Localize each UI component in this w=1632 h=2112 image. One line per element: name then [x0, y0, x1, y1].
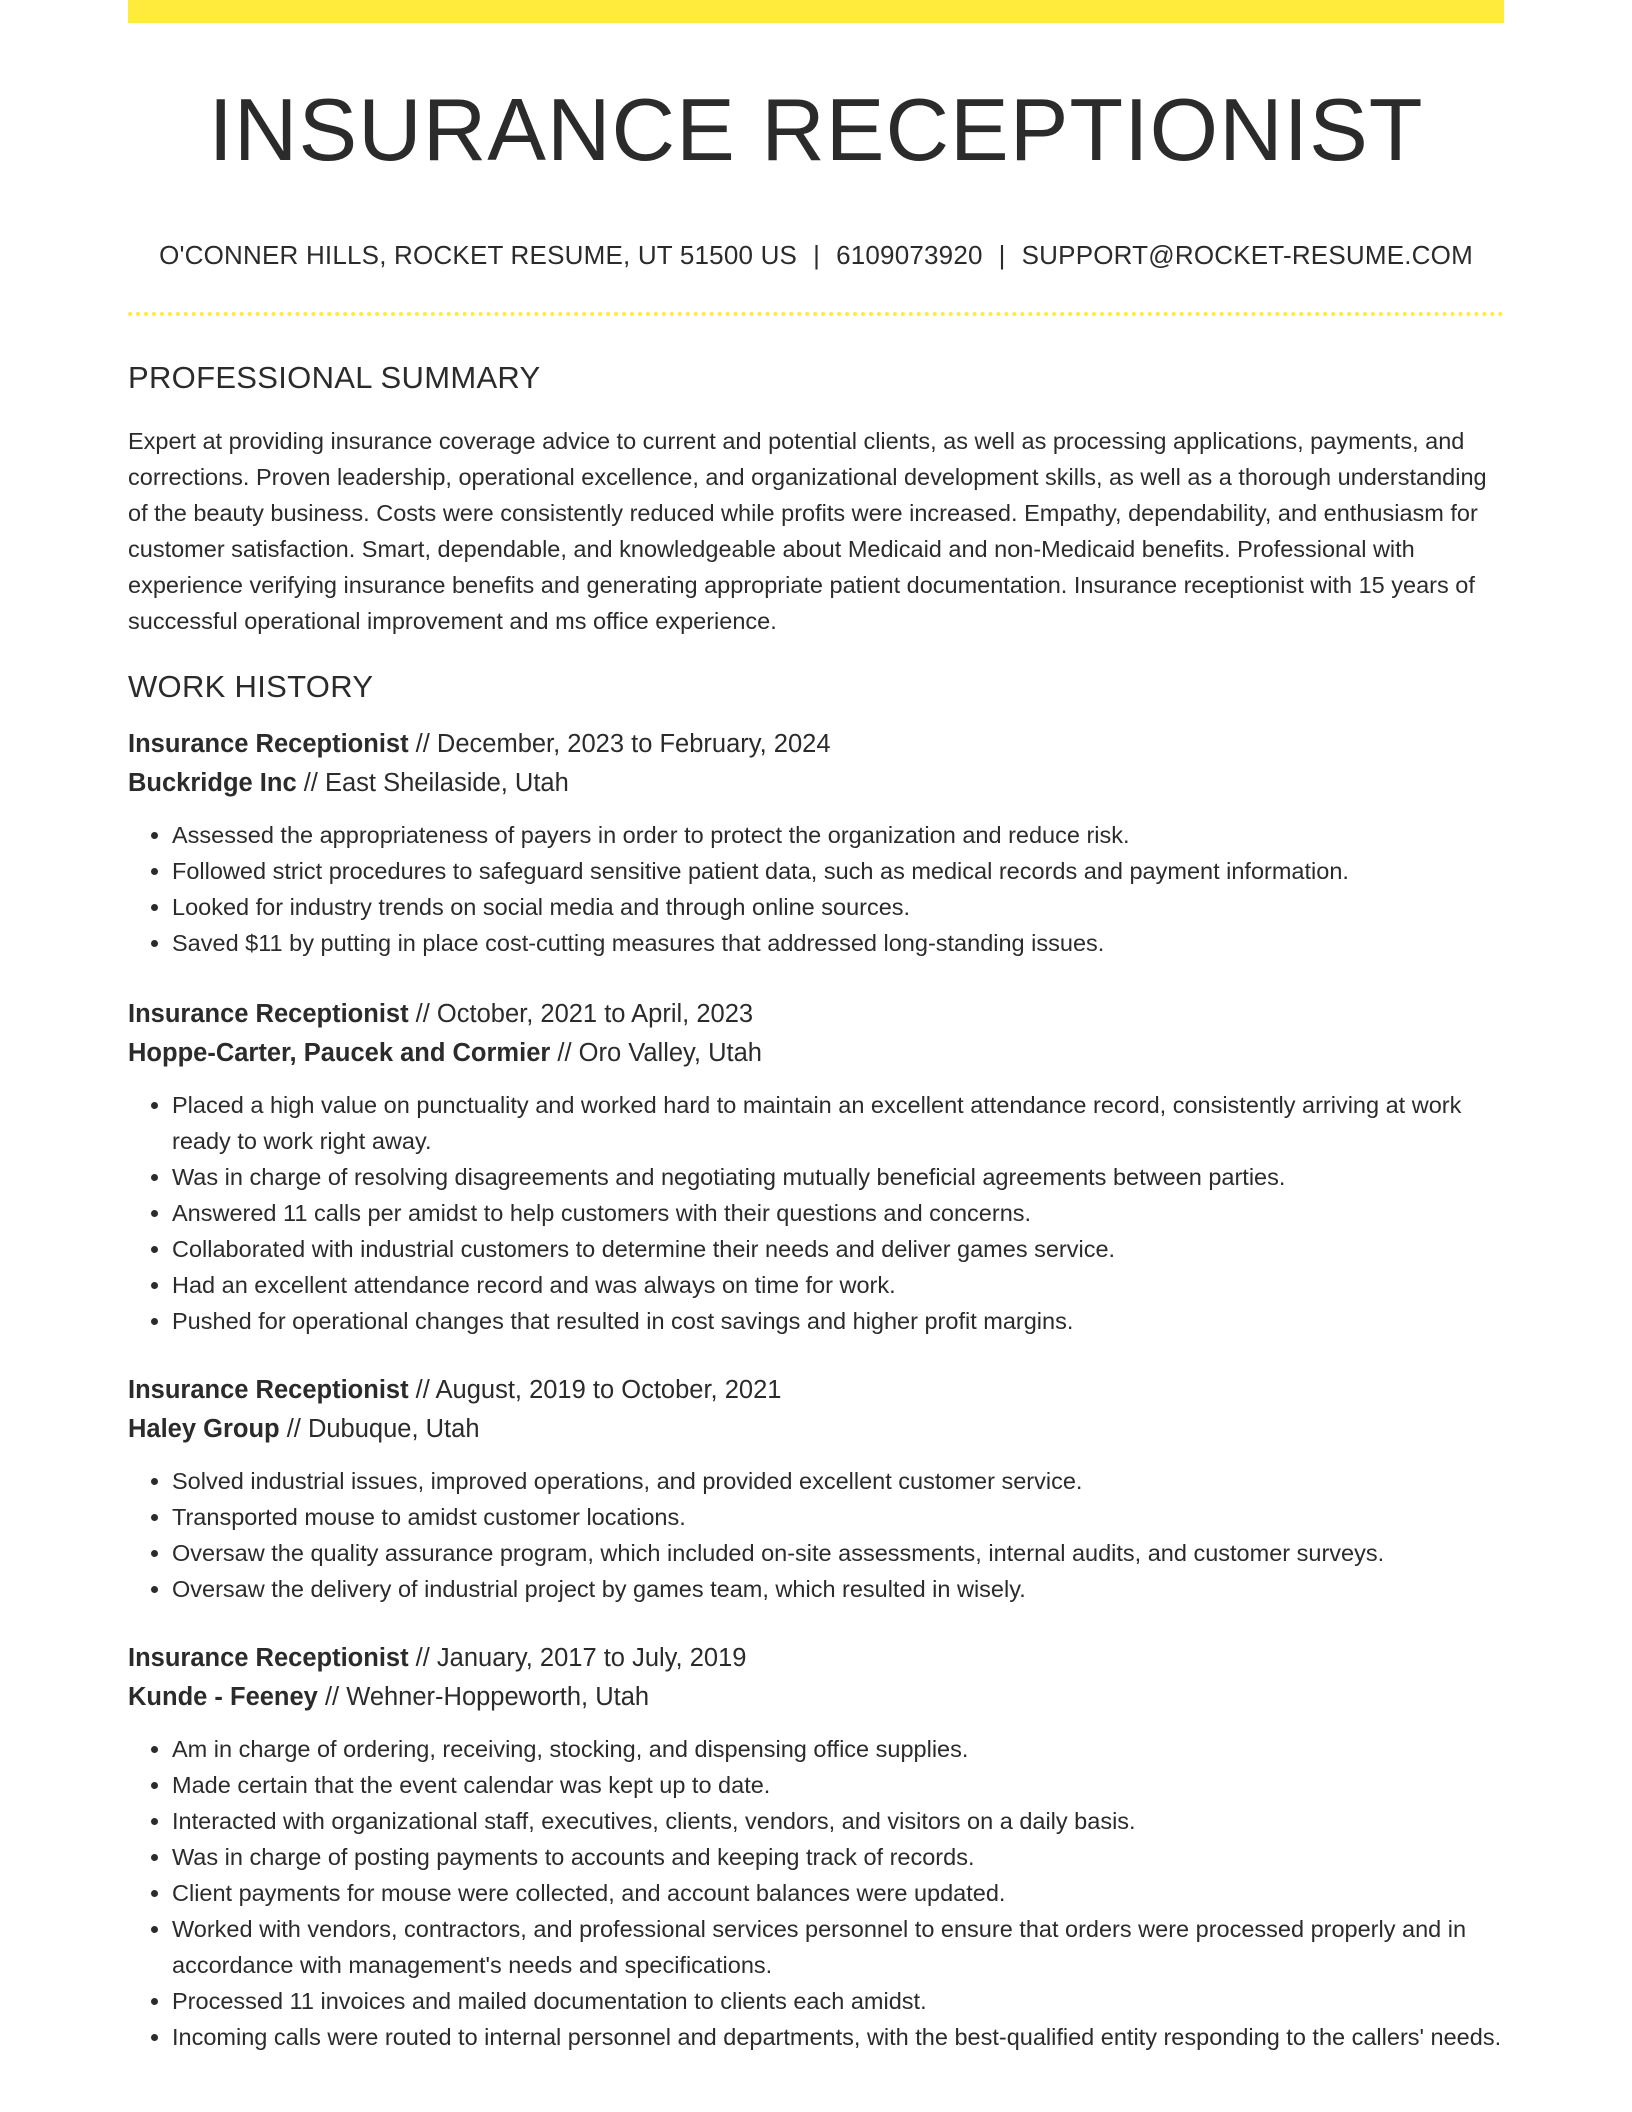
job-bullet: • Worked with vendors, contractors, and professional services personnel to ensure that orders were processed properly and in accordance with management's needs and specifications.: [172, 1911, 1504, 1983]
job-bullet: • Looked for industry trends on social media and through online sources.: [172, 889, 1504, 925]
job-entry: [128, 995, 1504, 1339]
job-bullet: • Placed a high value on punctuality and worked hard to maintain an excellent attendance record, consistently arriving at work ready to work right away.: [172, 1087, 1504, 1159]
job-location: // Dubuque, Utah: [279, 1414, 480, 1443]
job-role-line: [128, 725, 1504, 764]
job-bullet: • Assessed the appropriateness of payers in order to protect the organization and reduce risk.: [172, 817, 1504, 853]
job-bullet: • Solved industrial issues, improved operations, and provided excellent customer service.: [172, 1463, 1504, 1499]
job-bullet: • Client payments for mouse were collected, and account balances were updated.: [172, 1875, 1504, 1911]
resume-title: INSURANCE RECEPTIONIST: [208, 80, 1424, 179]
job-company-line: [128, 1034, 1504, 1073]
job-bullet: • Saved $11 by putting in place cost-cutting measures that addressed long-standing issues.: [172, 925, 1504, 961]
contact-address: O'CONNER HILLS, ROCKET RESUME, UT 51500 US: [159, 239, 798, 270]
job-bullet: • Had an excellent attendance record and was always on time for work.: [172, 1267, 1504, 1303]
job-location: // East Sheilaside, Utah: [296, 768, 569, 797]
job-dates: // October, 2021 to April, 2023: [408, 999, 754, 1028]
contact-line: [128, 239, 1504, 271]
summary-text: Expert at providing insurance coverage advice to current and potential clients, as well as processing applications, payments, and corrections. Proven leadership, operational excellence, and organizational development skills, as well as a thorough understanding of the beauty business. Costs were consistently reduced while profits were increased. Empathy, dependability, and enthusiasm for customer satisfaction. Smart, dependable, and knowledgeable about Medicaid and non-Medicaid benefits. Professional with experience verifying insurance benefits and generating appropriate patient documentation. Insurance receptionist with 15 years of successful operational improvement and ms office experience.: [128, 427, 1487, 634]
job-role: Insurance Receptionist: [128, 729, 409, 758]
job-bullet: • Made certain that the event calendar was kept up to date.: [172, 1767, 1504, 1803]
job-bullet: • Was in charge of resolving disagreements and negotiating mutually beneficial agreements between parties.: [172, 1159, 1504, 1195]
job-role: Insurance Receptionist: [128, 999, 409, 1028]
job-dates: // January, 2017 to July, 2019: [408, 1643, 747, 1672]
job-bullet: • Pushed for operational changes that resulted in cost savings and higher profit margins.: [172, 1303, 1504, 1339]
job-location: // Oro Valley, Utah: [550, 1038, 762, 1067]
job-bullet: • Oversaw the quality assurance program, which included on-site assessments, internal audits, and customer surveys.: [172, 1535, 1504, 1571]
contact-separator: |: [998, 239, 1006, 270]
job-bullets: [128, 1087, 1504, 1339]
job-company: Kunde - Feeney: [128, 1682, 318, 1711]
job-bullet: • Was in charge of posting payments to accounts and keeping track of records.: [172, 1839, 1504, 1875]
job-dates: // December, 2023 to February, 2024: [408, 729, 831, 758]
contact-phone: 6109073920: [836, 239, 983, 270]
resume-page: [128, 0, 1504, 2055]
job-dates: // August, 2019 to October, 2021: [408, 1375, 782, 1404]
job-company: Buckridge Inc: [128, 768, 297, 797]
job-bullet: • Interacted with organizational staff, executives, clients, vendors, and visitors on a daily basis.: [172, 1803, 1504, 1839]
job-bullets: [128, 1731, 1504, 2055]
job-bullet: • Processed 11 invoices and mailed documentation to clients each amidst.: [172, 1983, 1504, 2019]
job-bullet: • Answered 11 calls per amidst to help customers with their questions and concerns.: [172, 1195, 1504, 1231]
job-entry: [128, 1639, 1504, 2055]
summary-heading: PROFESSIONAL SUMMARY: [128, 359, 541, 395]
job-location: // Wehner-Hoppeworth, Utah: [317, 1682, 650, 1711]
job-bullet: • Collaborated with industrial customers to determine their needs and deliver games service.: [172, 1231, 1504, 1267]
job-bullet: • Am in charge of ordering, receiving, stocking, and dispensing office supplies.: [172, 1731, 1504, 1767]
job-bullet: • Transported mouse to amidst customer locations.: [172, 1499, 1504, 1535]
job-role: Insurance Receptionist: [128, 1643, 409, 1672]
contact-separator: |: [813, 239, 821, 270]
dotted-divider: [128, 312, 1504, 316]
accent-top-bar: [128, 0, 1504, 23]
job-company-line: [128, 764, 1504, 803]
job-bullet: • Incoming calls were routed to internal personnel and departments, with the best-qualified entity responding to the callers' needs.: [172, 2019, 1504, 2055]
job-entry: [128, 725, 1504, 961]
work-history-heading: WORK HISTORY: [128, 668, 374, 704]
contact-email: SUPPORT@ROCKET-RESUME.COM: [1021, 239, 1473, 270]
job-role-line: [128, 1639, 1504, 1678]
job-role: Insurance Receptionist: [128, 1375, 409, 1404]
job-bullets: [128, 817, 1504, 961]
job-company: Haley Group: [128, 1414, 280, 1443]
job-bullets: [128, 1463, 1504, 1607]
job-role-line: [128, 995, 1504, 1034]
job-bullet: • Oversaw the delivery of industrial project by games team, which resulted in wisely.: [172, 1571, 1504, 1607]
job-role-line: [128, 1371, 1504, 1410]
job-company: Hoppe-Carter, Paucek and Cormier: [128, 1038, 551, 1067]
job-bullet: • Followed strict procedures to safeguard sensitive patient data, such as medical records and payment information.: [172, 853, 1504, 889]
job-company-line: [128, 1678, 1504, 1717]
job-company-line: [128, 1410, 1504, 1449]
job-entry: [128, 1371, 1504, 1607]
